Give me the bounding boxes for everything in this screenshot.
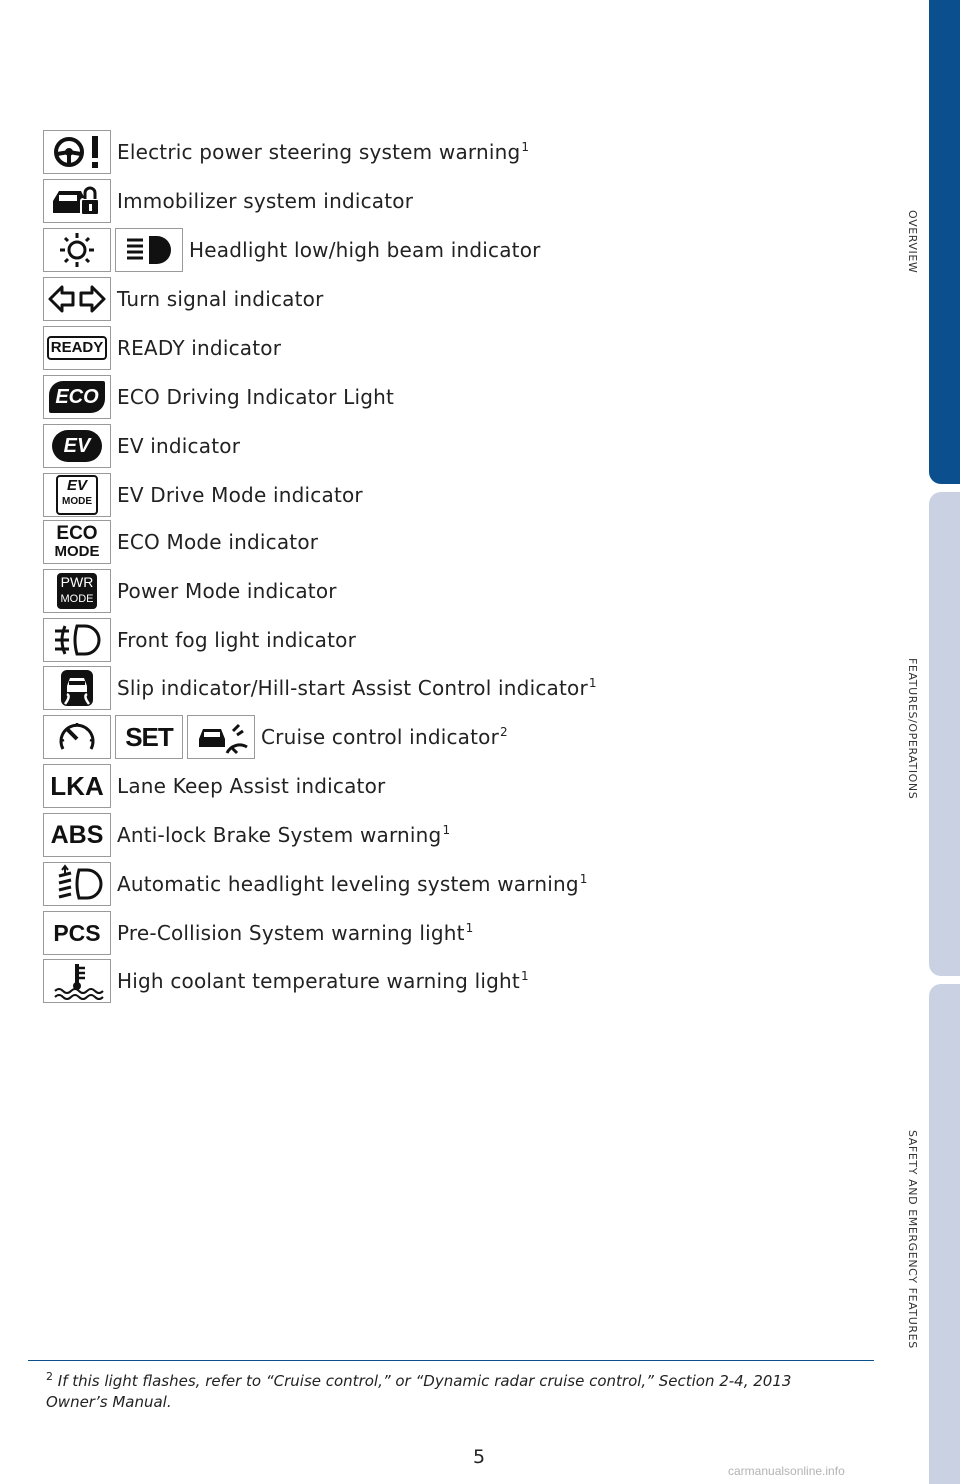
headlight-high-beam-icon [115, 228, 183, 272]
ev-icon-text: EV [52, 430, 103, 462]
power-mode-icon [43, 569, 111, 613]
tab-safety-bar[interactable] [929, 984, 960, 1484]
ev-mode-icon [43, 473, 111, 517]
tab-safety-label: SAFETY AND EMERGENCY FEATURES [906, 1130, 919, 1349]
power-mode-icon-sub: MODE [60, 593, 94, 605]
ready-icon [43, 326, 111, 370]
indicator-row [43, 617, 357, 663]
eco-mode-icon-sub: MODE [54, 543, 100, 560]
radar-cruise-icon [187, 715, 255, 759]
eco-driving-icon [43, 375, 111, 419]
indicator-label: Slip indicator/Hill-start Assist Control indicator$^1$ [117, 676, 597, 700]
indicator-label: Headlight low/high beam indicator [189, 238, 541, 262]
tab-overview-label: OVERVIEW [906, 210, 919, 274]
cruise-set-icon-text: SET [125, 721, 173, 752]
indicator-row [43, 423, 241, 469]
indicator-label: ECO Mode indicator [117, 530, 319, 554]
indicator-label: Electric power steering system warning$^1$ [117, 140, 530, 164]
indicator-row [43, 910, 473, 956]
tab-features-label: FEATURES/OPERATIONS [906, 658, 919, 800]
footnote [46, 1366, 856, 1413]
tab-overview-bar[interactable] [929, 0, 960, 484]
indicator-row [43, 472, 364, 518]
ev-mode-icon-sub: MODE [62, 496, 92, 507]
slip-indicator-icon [43, 666, 111, 710]
indicator-label: Power Mode indicator [117, 579, 337, 603]
car-lock-icon [43, 179, 111, 223]
indicator-label: Cruise control indicator$^2$ [261, 725, 508, 749]
indicator-row [43, 714, 508, 760]
indicator-row [43, 519, 319, 565]
pcs-icon-text: PCS [53, 919, 101, 946]
ev-mode-icon-text: EV [66, 477, 87, 494]
power-mode-icon-text: PWR [60, 574, 94, 590]
front-fog-light-icon [43, 618, 111, 662]
indicator-row [43, 178, 414, 224]
headlight-leveling-icon [43, 862, 111, 906]
abs-icon-text: ABS [50, 820, 104, 849]
indicator-label: EV indicator [117, 434, 241, 458]
indicator-label: Turn signal indicator [117, 287, 324, 311]
indicator-label: Immobilizer system indicator [117, 189, 414, 213]
indicator-label: High coolant temperature warning light$^1$ [117, 969, 529, 993]
indicator-row [43, 129, 529, 175]
cruise-set-icon [115, 715, 183, 759]
indicator-row [43, 958, 529, 1004]
abs-icon [43, 813, 111, 857]
indicator-row [43, 374, 395, 420]
indicator-row [43, 568, 338, 614]
lka-icon-text: LKA [50, 770, 104, 801]
eco-mode-icon-text: ECO [56, 523, 98, 544]
indicator-row [43, 665, 597, 711]
indicator-row [43, 276, 325, 322]
indicator-row [43, 763, 386, 809]
headlight-low-beam-icon [43, 228, 111, 272]
ev-icon [43, 424, 111, 468]
indicator-label: READY indicator [117, 336, 282, 360]
turn-signal-icon [43, 277, 111, 321]
indicator-label: EV Drive Mode indicator [117, 483, 363, 507]
ready-icon-text: READY [47, 336, 108, 360]
steering-warning-icon [43, 130, 111, 174]
eco-driving-icon-text: ECO [49, 381, 104, 413]
cruise-control-icon [43, 715, 111, 759]
tab-features-bar[interactable] [929, 492, 960, 976]
coolant-temperature-icon [43, 959, 111, 1003]
footnote-divider [28, 1360, 874, 1361]
indicator-row [43, 812, 450, 858]
page-number: 5 [473, 1446, 486, 1468]
footnote-text: If this light flashes, refer to “Cruise control,” or “Dynamic radar cruise control,” Section 2-4, 2013 Owner’s Manual. [46, 1372, 792, 1411]
indicator-label: Anti-lock Brake System warning$^1$ [117, 823, 451, 847]
watermark: carmanualsonline.info [728, 1464, 845, 1478]
indicator-row [43, 861, 588, 907]
indicator-row [43, 227, 542, 273]
lka-icon [43, 764, 111, 808]
indicator-label: Automatic headlight leveling system warning$^1$ [117, 872, 588, 896]
footnote-marker: 2 [46, 1370, 53, 1383]
eco-mode-icon [43, 520, 111, 564]
pcs-icon [43, 911, 111, 955]
indicator-label: Lane Keep Assist indicator [117, 774, 386, 798]
indicator-label: ECO Driving Indicator Light [117, 385, 395, 409]
indicator-label: Front fog light indicator [117, 628, 356, 652]
indicator-label: Pre-Collision System warning light$^1$ [117, 921, 474, 945]
indicator-row [43, 325, 282, 371]
